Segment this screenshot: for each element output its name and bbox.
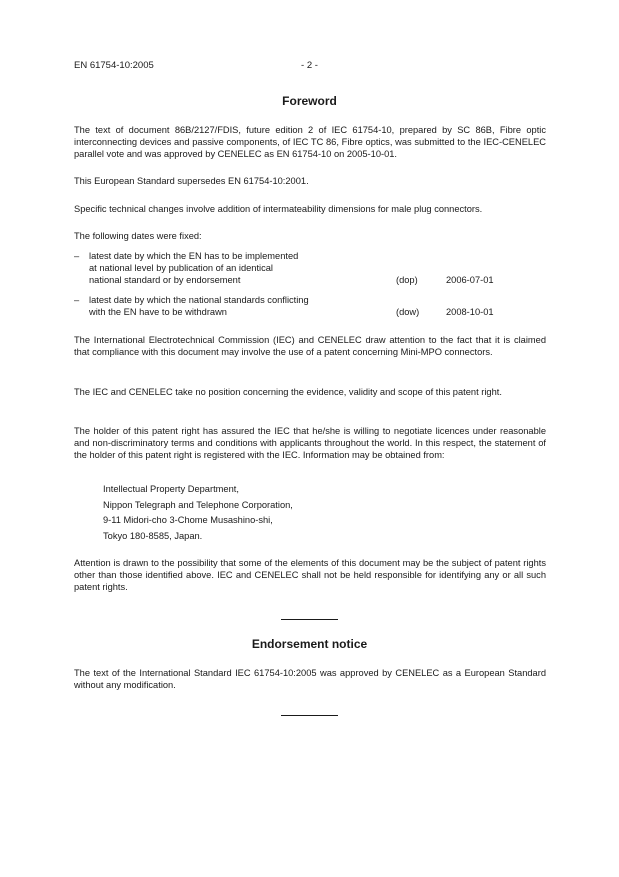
page-number: - 2 -: [301, 60, 318, 71]
foreword-paragraph-2: This European Standard supersedes EN 61754-10:2001.: [74, 176, 309, 186]
section-divider: [281, 619, 338, 620]
date-code: (dop): [396, 275, 418, 285]
address-line: Intellectual Property Department,: [103, 484, 239, 494]
document-id: EN 61754-10:2005: [74, 60, 154, 71]
date-item-line: at national level by publication of an identical: [89, 263, 273, 273]
date-item-line: latest date by which the EN has to be implemented: [89, 251, 299, 261]
list-dash: –: [74, 295, 80, 305]
foreword-paragraph-4: The following dates were fixed:: [74, 231, 202, 241]
endorsement-heading: Endorsement notice: [251, 637, 368, 651]
date-list-item-dop: [74, 250, 546, 290]
address-line: Nippon Telegraph and Telephone Corporation,: [103, 499, 293, 510]
address-line: 9-11 Midori-cho 3-Chome Musashino-shi,: [103, 515, 273, 525]
date-code: (dow): [396, 307, 420, 317]
date-value: 2006-07-01: [446, 275, 494, 285]
list-dash: –: [74, 251, 80, 261]
foreword-heading: Foreword: [282, 94, 337, 108]
end-divider: [281, 715, 338, 716]
patent-holder-address: [103, 482, 293, 544]
date-item-line: with the EN have to be withdrawn: [89, 307, 227, 317]
date-value: 2008-10-01: [446, 307, 494, 317]
date-item-line: latest date by which the national standards conflicting: [89, 295, 309, 305]
foreword-paragraph-6: The IEC and CENELEC take no position concerning the evidence, validity and scope of this patent right.: [74, 387, 502, 397]
foreword-paragraph-3: Specific technical changes involve addition of intermateability dimensions for male plug connectors.: [74, 204, 483, 214]
foreword-paragraph-8: Attention is drawn to the possibility that some of the elements of this document may be the subject of patent rights other than those identified above. IEC and CENELEC shall not be held responsible for identifying any or all such patent rights.: [74, 558, 546, 592]
foreword-paragraph-1: The text of document 86B/2127/FDIS, future edition 2 of IEC 61754-10, prepared by SC 86B, Fibre optic interconnecting devices and passive components, of IEC TC 86, Fibre optics, was submitted to the IEC-CENELEC parallel vote and was approved by CENELEC as EN 61754-10 on 2005-10-01.: [74, 125, 546, 159]
date-list-item-dow: [74, 294, 546, 320]
foreword-paragraph-5: The International Electrotechnical Commission (IEC) and CENELEC draw attention to the fact that it is claimed that compliance with this document may involve the use of a patent concerning Mini-MPO connectors.: [74, 335, 546, 357]
address-line: Tokyo 180-8585, Japan.: [103, 530, 203, 541]
foreword-paragraph-7: The holder of this patent right has assured the IEC that he/she is willing to negotiate licences under reasonable and non-discriminatory terms and conditions with applicants throughout the world. In this respect, the statement of the holder of this patent right is registered with the IEC. Information may be obtained from:: [74, 426, 546, 460]
date-item-text: [89, 250, 389, 286]
endorsement-paragraph: The text of the International Standard IEC 61754-10:2005 was approved by CENELEC as a European Standard without any modification.: [74, 668, 546, 690]
date-item-line: national standard or by endorsement: [89, 275, 241, 285]
date-item-text: [89, 294, 389, 318]
